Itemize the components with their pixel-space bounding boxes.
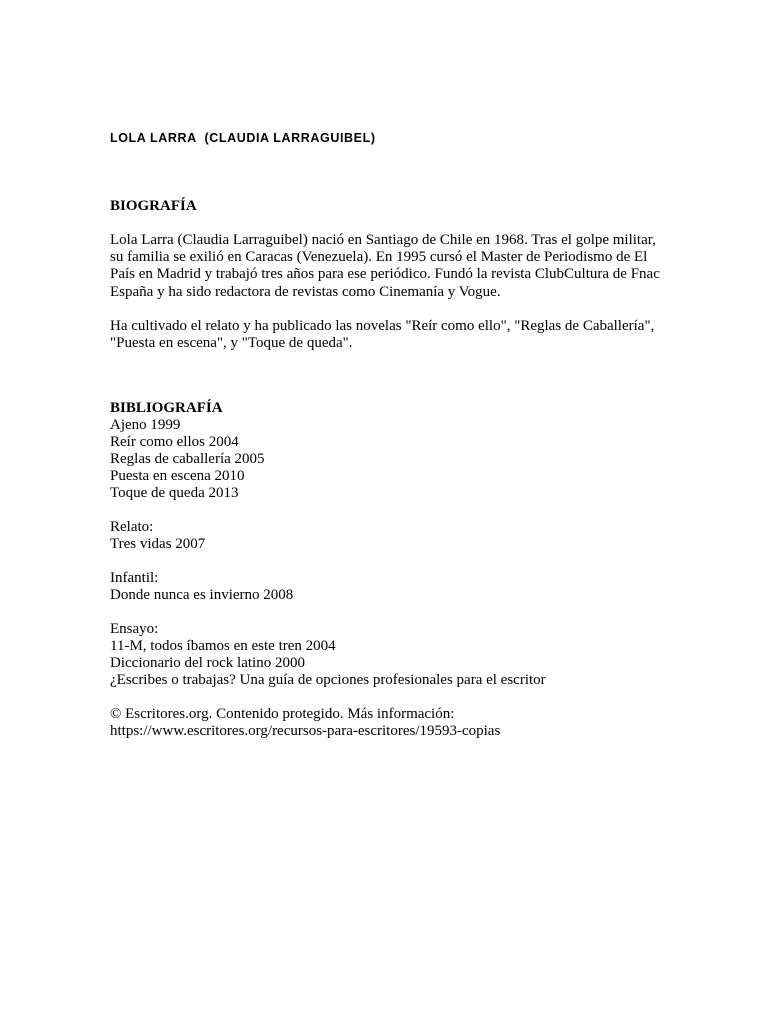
bibliography-section (110, 400, 710, 740)
copyright-link[interactable]: https://www.escritores.org/recursos-para-escritores/19593-copias (110, 723, 501, 739)
essays-label: Ensayo: (110, 621, 159, 637)
stories-group (110, 519, 710, 553)
list-item-novel: Ajeno 1999 (110, 417, 181, 433)
stories-label: Relato: (110, 519, 154, 535)
list-item-novel: Reír como ellos 2004 (110, 434, 239, 450)
children-label: Infantil: (110, 570, 159, 586)
biography-paragraph-2: Ha cultivado el relato y ha publicado las novelas "Reír como ello", "Reglas de Caballería", "Puesta en escena", y "Toque de queda". (110, 317, 655, 352)
list-item-story: Tres vidas 2007 (110, 536, 206, 552)
list-item-novel: Reglas de caballería 2005 (110, 451, 265, 467)
biography-heading: BIOGRAFÍA (110, 198, 197, 214)
list-item-essay: ¿Escribes o trabajas? Una guía de opciones profesionales para el escritor (110, 672, 546, 688)
document-title: LOLA LARRA (CLAUDIA LARRAGUIBEL) (110, 131, 376, 145)
biography-section (110, 198, 670, 352)
biography-paragraph-1: Lola Larra (Claudia Larraguibel) nació en Santiago de Chile en 1968. Tras el golpe militar, su familia se exilió en Caracas (Venezuela). En 1995 cursó el Master de Periodismo de El País en Madrid y trabajó tres años para ese periódico. Fundó la revista ClubCultura de Fnac España y ha sido redactora de revistas como Cinemanía y Vogue. (110, 232, 660, 300)
list-item-essay: 11-M, todos íbamos en este tren 2004 (110, 638, 336, 654)
children-group (110, 570, 710, 604)
list-item-essay: Diccionario del rock latino 2000 (110, 655, 305, 671)
list-item-children: Donde nunca es invierno 2008 (110, 587, 294, 603)
list-item-novel: Puesta en escena 2010 (110, 468, 245, 484)
copyright-notice (110, 706, 710, 740)
copyright-line: © Escritores.org. Contenido protegido. Más información: (110, 706, 455, 722)
bibliography-heading: BIBLIOGRAFÍA (110, 400, 223, 416)
novels-list (110, 417, 710, 502)
list-item-novel: Toque de queda 2013 (110, 485, 239, 501)
essays-group (110, 621, 710, 689)
